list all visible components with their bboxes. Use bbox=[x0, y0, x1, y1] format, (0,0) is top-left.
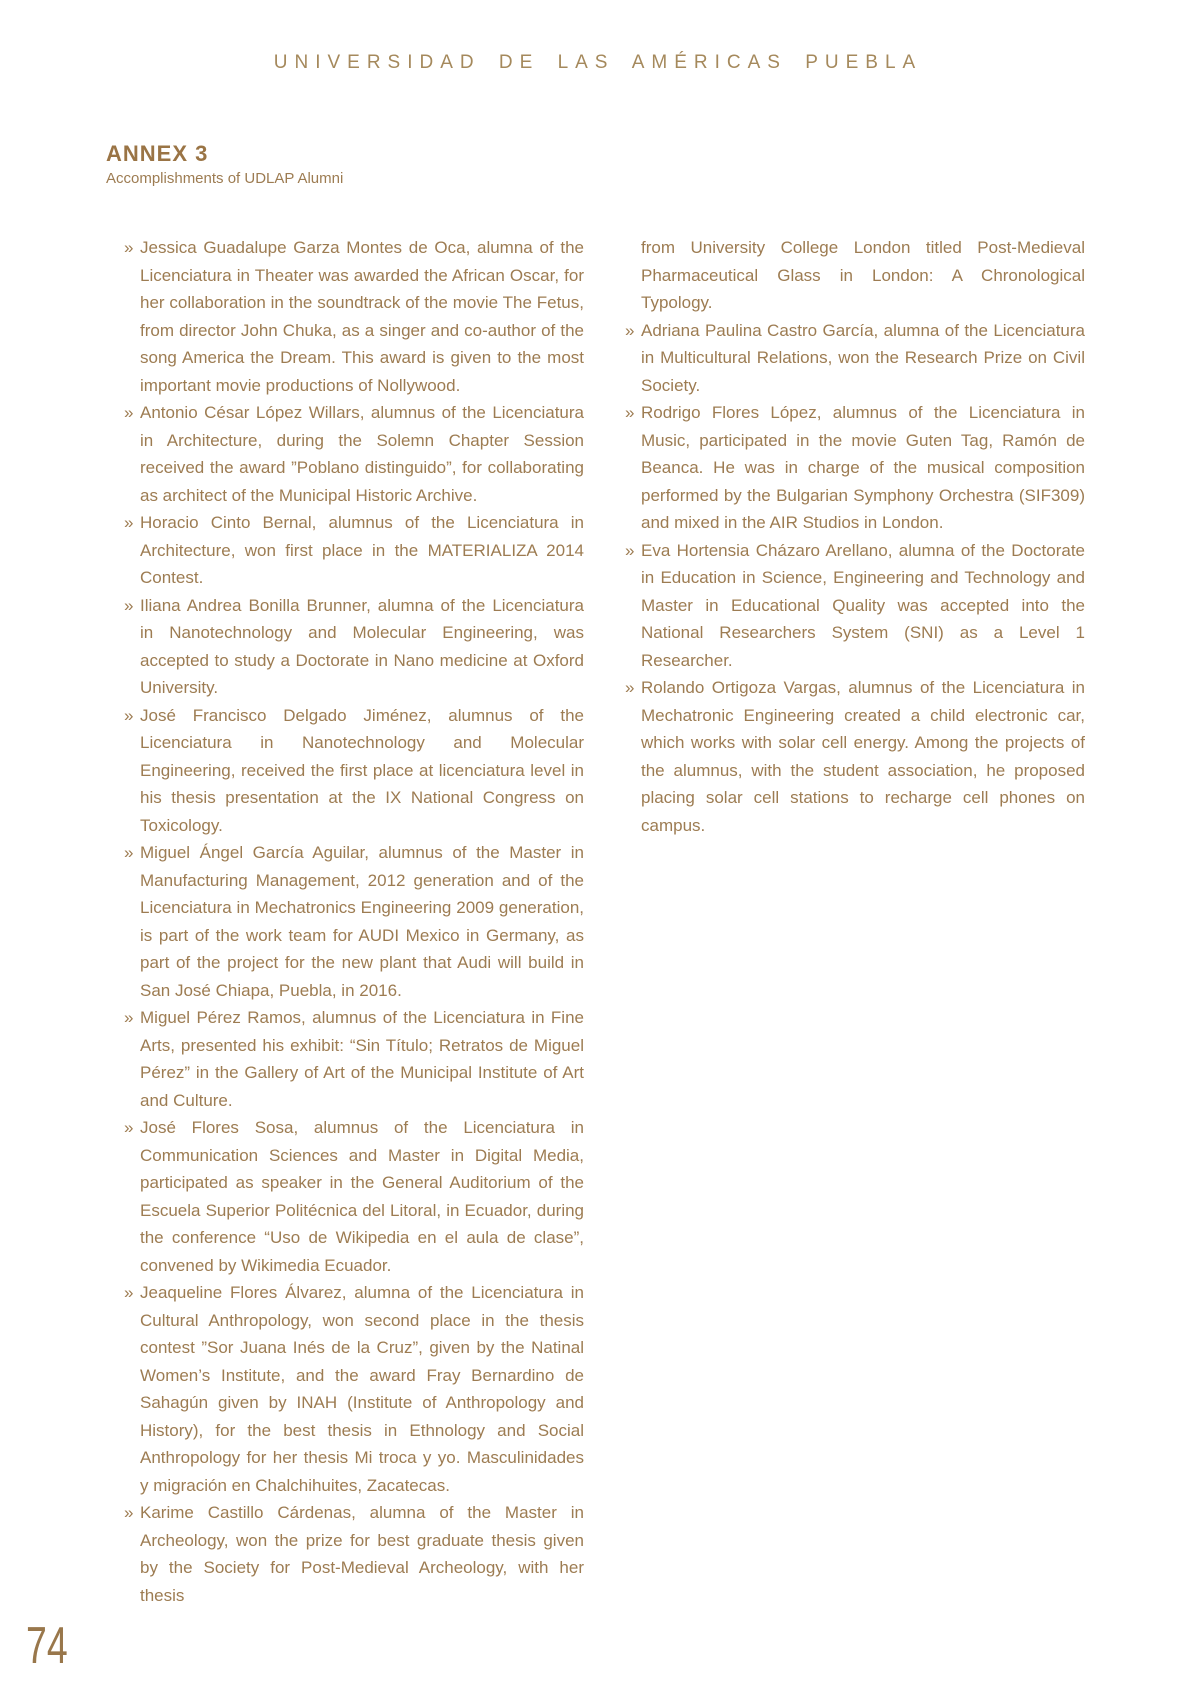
alumni-item bbox=[625, 317, 1085, 400]
bullet-marker: » bbox=[124, 1283, 134, 1302]
alumni-item-text: Rolando Ortigoza Vargas, alumnus of the Licenciatura in Mechatronic Engineering created a child electronic car, which works with solar cell energy. Among the projects of the alumnus, with the student association, he proposed placing solar cell stations to recharge cell phones on campus. bbox=[641, 678, 1085, 835]
alumni-item bbox=[124, 702, 584, 840]
alumni-item bbox=[625, 537, 1085, 675]
bullet-marker: » bbox=[124, 705, 134, 725]
alumni-item bbox=[124, 1004, 584, 1114]
alumni-item bbox=[124, 1114, 584, 1279]
bullet-marker: » bbox=[625, 403, 635, 422]
bullet-marker: » bbox=[124, 1008, 134, 1027]
alumni-item bbox=[124, 509, 584, 592]
right-column bbox=[625, 234, 1085, 1609]
bullet-marker: » bbox=[124, 238, 134, 257]
bullet-marker: » bbox=[124, 403, 134, 422]
page-number: 74 bbox=[26, 1617, 68, 1675]
alumni-item-text: Miguel Ángel García Aguilar, alumnus of the Master in Manufacturing Management, 2012 generation and of the Licenciatura in Mechatronics Engineering 2009 generation, is part of the work team for AUDI Mexico in Germany, as part of the project for the new plant that Audi will build in San José Chiapa, Puebla, in 2016. bbox=[140, 843, 584, 1000]
alumni-item-text: Jessica Guadalupe Garza Montes de Oca, alumna of the Licenciatura in Theater was awarded the African Oscar, for her collaboration in the soundtrack of the movie The Fetus, from director John Chuka, as a singer and co-author of the song America the Dream. This award is given to the most important movie productions of Nollywood. bbox=[140, 238, 584, 395]
bullet-marker: » bbox=[625, 540, 635, 560]
bullet-marker: » bbox=[625, 320, 635, 340]
alumni-item-text: José Flores Sosa, alumnus of the Licenciatura in Communication Sciences and Master in Digital Media, participated as speaker in the General Auditorium of the Escuela Superior Politécnica del Litoral, in Ecuador, during the conference “Uso de Wikipedia en el aula de clase”, convened by Wikimedia Ecuador. bbox=[140, 1118, 584, 1275]
alumni-item-text: Karime Castillo Cárdenas, alumna of the Master in Archeology, won the prize for best graduate thesis given by the Society for Post-Medieval Archeology, with her thesis bbox=[140, 1503, 584, 1605]
bullet-marker: » bbox=[625, 678, 635, 697]
bullet-marker: » bbox=[124, 1503, 134, 1522]
left-column bbox=[124, 234, 584, 1609]
annex-subtitle: Accomplishments of UDLAP Alumni bbox=[106, 170, 344, 187]
alumni-item bbox=[625, 399, 1085, 537]
alumni-item bbox=[124, 839, 584, 1004]
bullet-marker: » bbox=[124, 513, 134, 532]
alumni-item bbox=[124, 592, 584, 702]
alumni-item bbox=[124, 1279, 584, 1499]
alumni-item-text: Antonio César López Willars, alumnus of the Licenciatura in Architecture, during the Solemn Chapter Session received the award ”Poblano distinguido”, for collaborating as architect of the Municipal Historic Archive. bbox=[140, 403, 584, 505]
alumni-item-text: Adriana Paulina Castro García, alumna of the Licenciatura in Multicultural Relations, won the Research Prize on Civil Society. bbox=[641, 320, 1085, 395]
alumni-item-text: José Francisco Delgado Jiménez, alumnus of the Licenciatura in Nanotechnology and Molecular Engineering, received the first place at licenciatura level in his thesis presentation at the IX National Congress on Toxicology. bbox=[140, 705, 584, 835]
alumni-item-text: Jeaqueline Flores Álvarez, alumna of the Licenciatura in Cultural Anthropology, won second place in the thesis contest ”Sor Juana Inés de la Cruz”, given by the Natinal Women’s Institute, and the award Fray Bernardino de Sahagún given by INAH (Institute of Anthropology and History), for the best thesis in Ethnology and Social Anthropology for her thesis Mi troca y yo. Masculinidades y migración en Chalchihuites, Zacatecas. bbox=[140, 1283, 584, 1495]
alumni-item-continuation bbox=[625, 234, 1085, 317]
running-header: UNIVERSIDAD DE LAS AMÉRICAS PUEBLA bbox=[273, 52, 923, 73]
alumni-item bbox=[124, 234, 584, 399]
alumni-item-text: Miguel Pérez Ramos, alumnus of the Licenciatura in Fine Arts, presented his exhibit: “Sin Título; Retratos de Miguel Pérez” in the Gallery of Art of the Municipal Institute of Art and Culture. bbox=[140, 1008, 584, 1110]
bullet-marker: » bbox=[124, 1118, 134, 1137]
bullet-marker: » bbox=[124, 843, 134, 862]
annex-title: ANNEX 3 bbox=[106, 141, 209, 166]
bullet-marker: » bbox=[124, 595, 134, 615]
alumni-item-text: Rodrigo Flores López, alumnus of the Licenciatura in Music, participated in the movie Guten Tag, Ramón de Beanca. He was in charge of the musical composition performed by the Bulgarian Symphony Orchestra (SIF309) and mixed in the AIR Studios in London. bbox=[641, 403, 1085, 532]
alumni-item-text: Iliana Andrea Bonilla Brunner, alumna of the Licenciatura in Nanotechnology and Molecular Engineering, was accepted to study a Doctorate in Nano medicine at Oxford University. bbox=[140, 595, 584, 697]
alumni-item-text: from University College London titled Post-Medieval Pharmaceutical Glass in London: A Chronological Typology. bbox=[641, 238, 1085, 312]
alumni-item bbox=[625, 674, 1085, 839]
alumni-item-text: Eva Hortensia Cházaro Arellano, alumna of the Doctorate in Education in Science, Engineering and Technology and Master in Educational Quality was accepted into the National Researchers System (SNI) as a Level 1 Researcher. bbox=[641, 540, 1085, 670]
alumni-item-text: Horacio Cinto Bernal, alumnus of the Licenciatura in Architecture, won first place in the MATERIALIZA 2014 Contest. bbox=[140, 513, 584, 587]
alumni-item bbox=[124, 399, 584, 509]
alumni-item bbox=[124, 1499, 584, 1609]
two-column-text bbox=[124, 234, 1085, 1609]
